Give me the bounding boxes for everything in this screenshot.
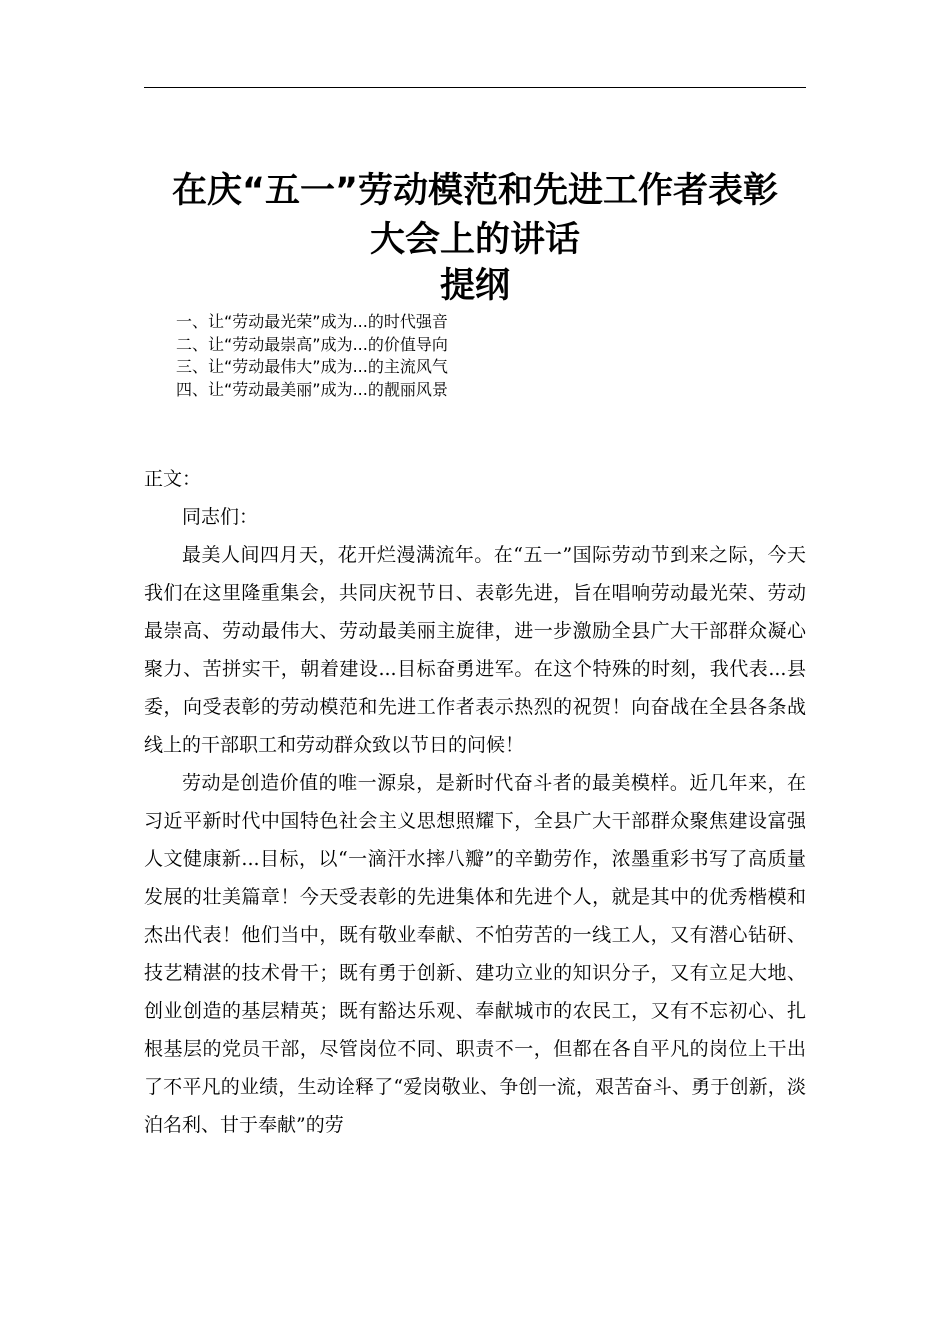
body-paragraph: 最美人间四月天，花开烂漫满流年。在“五一”国际劳动节到来之际，今天我们在这里隆重集会，共同庆祝节日、表彰先进，旨在唱响劳动最光荣、劳动最崇高、劳动最伟大、劳动最美丽主旋律，进一步激励全县广大干部群众凝心聚力、苦拼实干，朝着建设...目标奋勇进军。在这个特殊的时刻，我代表...县委，向受表彰的劳动模范和先进工作者表示热烈的祝贺！向奋战在全县各条战线上的干部职工和劳动群众致以节日的问候！ (144, 544, 806, 756)
document-title-line-2: 大会上的讲话 (369, 220, 580, 260)
document-title-line-1: 在庆“五一”劳动模范和先进工作者表彰 (171, 171, 778, 211)
header-rule (144, 87, 806, 88)
outline-item: 一、让“劳动最光荣”成为...的时代强音 (176, 312, 448, 331)
body-paragraph: 劳动是创造价值的唯一源泉，是新时代奋斗者的最美模样。近几年来，在习近平新时代中国特色社会主义思想照耀下，全县广大干部群众聚焦建设富强人文健康新...目标，以“一滴汗水摔八瓣”的辛勤劳作，浓墨重彩书写了高质量发展的壮美篇章！今天受表彰的先进集体和先进个人，就是其中的优秀楷模和杰出代表！他们当中，既有敬业奉献、不怕劳苦的一线工人，又有潜心钻研、技艺精湛的技术骨干；既有勇于创新、建功立业的知识分子，又有立足大地、创业创造的基层精英；既有豁达乐观、奉献城市的农民工，又有不忘初心、扎根基层的党员干部，尽管岗位不同、职责不一，但都在各自平凡的岗位上干出了不平凡的业绩，生动诠释了“爱岗敬业、争创一流，艰苦奋斗、勇于创新，淡泊名利、甘于奉献”的劳 (144, 772, 806, 1136)
outline-item: 三、让“劳动最伟大”成为...的主流风气 (176, 357, 448, 376)
body-label: 正文： (144, 468, 202, 490)
outline-heading: 提纲 (439, 266, 510, 306)
outline-list (176, 311, 448, 401)
speech-body (144, 460, 806, 1144)
outline-item: 二、让“劳动最崇高”成为...的价值导向 (176, 334, 448, 354)
greeting: 同志们： (182, 506, 259, 528)
outline-item: 四、让“劳动最美丽”成为...的靓丽风景 (176, 379, 448, 399)
